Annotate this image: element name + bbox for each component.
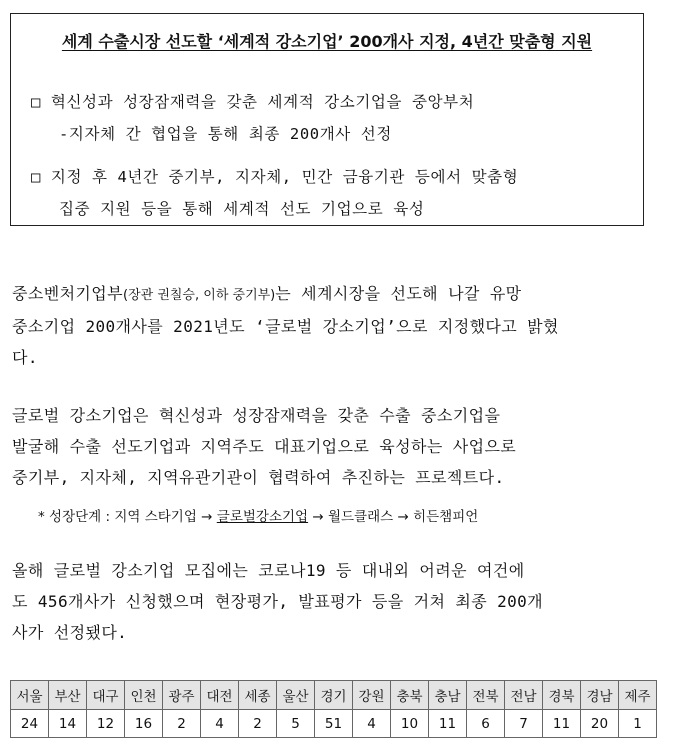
region-count-cell: 11	[429, 710, 467, 738]
region-count-cell: 4	[201, 710, 239, 738]
region-name-cell: 경남	[581, 681, 619, 710]
region-name-cell: 충남	[429, 681, 467, 710]
region-count-cell: 14	[49, 710, 87, 738]
region-name-cell: 대구	[87, 681, 125, 710]
region-count-cell: 51	[315, 710, 353, 738]
region-count-row	[11, 710, 657, 738]
region-name-cell: 전남	[505, 681, 543, 710]
region-name-cell: 경기	[315, 681, 353, 710]
paragraph-description: 글로벌 강소기업은 혁신성과 성장잠재력을 갖춘 수출 중소기업을 발굴해 수출 선도기업과 지역주도 대표기업으로 육성하는 사업으로 중기부, 지자체, 지역유관기관이 협력하여 추진하는 프로젝트다.	[12, 406, 517, 487]
region-count-cell: 5	[277, 710, 315, 738]
region-name-cell: 강원	[353, 681, 391, 710]
region-name-cell: 서울	[11, 681, 49, 710]
region-count-cell: 1	[619, 710, 657, 738]
ministry-parenthetical: (장관 권칠승, 이하 중기부)	[123, 288, 276, 303]
region-count-cell: 11	[543, 710, 581, 738]
region-name-cell: 제주	[619, 681, 657, 710]
region-name-cell: 충북	[391, 681, 429, 710]
region-count-cell: 12	[87, 710, 125, 738]
region-name-cell: 인천	[125, 681, 163, 710]
growth-stage-note: * 성장단계 : 지역 스타기업 → 글로벌강소기업 → 월드클래스 → 히든챔피언	[38, 509, 479, 525]
region-name-cell: 광주	[163, 681, 201, 710]
region-count-cell: 10	[391, 710, 429, 738]
region-name-cell: 대전	[201, 681, 239, 710]
region-count-cell: 16	[125, 710, 163, 738]
region-count-cell: 4	[353, 710, 391, 738]
paragraph-selection: 올해 글로벌 강소기업 모집에는 코로나19 등 대내외 어려운 여건에 도 456개사가 신청했으며 현장평가, 발표평가 등을 거쳐 최종 200개 사가 선정됐다.	[12, 561, 544, 642]
region-count-cell: 20	[581, 710, 619, 738]
summary-bullet: □ 혁신성과 성장잠재력을 갖춘 세계적 강소기업을 중앙부처 -지자체 간 협업을 통해 최종 200개사 선정	[31, 93, 475, 143]
region-table	[10, 680, 657, 738]
paragraph-intro: 중소벤처기업부(장관 권칠승, 이하 중기부)는 세계시장을 선도해 나갈 유망 중소기업 200개사를 2021년도 ‘글로벌 강소기업’으로 지정했다고 밝혔 다.	[12, 284, 559, 367]
region-name-cell: 세종	[239, 681, 277, 710]
region-name-cell: 부산	[49, 681, 87, 710]
bullet-marker: □	[31, 168, 41, 186]
region-count-cell: 7	[505, 710, 543, 738]
summary-bullet: □ 지정 후 4년간 중기부, 지자체, 민간 금융기관 등에서 맞춤형 집중 지원 등을 통해 세계적 선도 기업으로 육성	[31, 168, 519, 218]
summary-title: 세계 수출시장 선도할 ‘세계적 강소기업’ 200개사 지정, 4년간 맞춤형 지원	[61, 32, 593, 51]
region-name-cell: 울산	[277, 681, 315, 710]
bullet-marker: □	[31, 93, 41, 111]
region-count-cell: 2	[163, 710, 201, 738]
summary-box	[10, 13, 644, 226]
region-count-cell: 2	[239, 710, 277, 738]
highlighted-stage: 글로벌강소기업	[216, 509, 309, 525]
region-header-row	[11, 681, 657, 710]
region-name-cell: 전북	[467, 681, 505, 710]
region-count-cell: 6	[467, 710, 505, 738]
region-name-cell: 경북	[543, 681, 581, 710]
region-count-cell: 24	[11, 710, 49, 738]
